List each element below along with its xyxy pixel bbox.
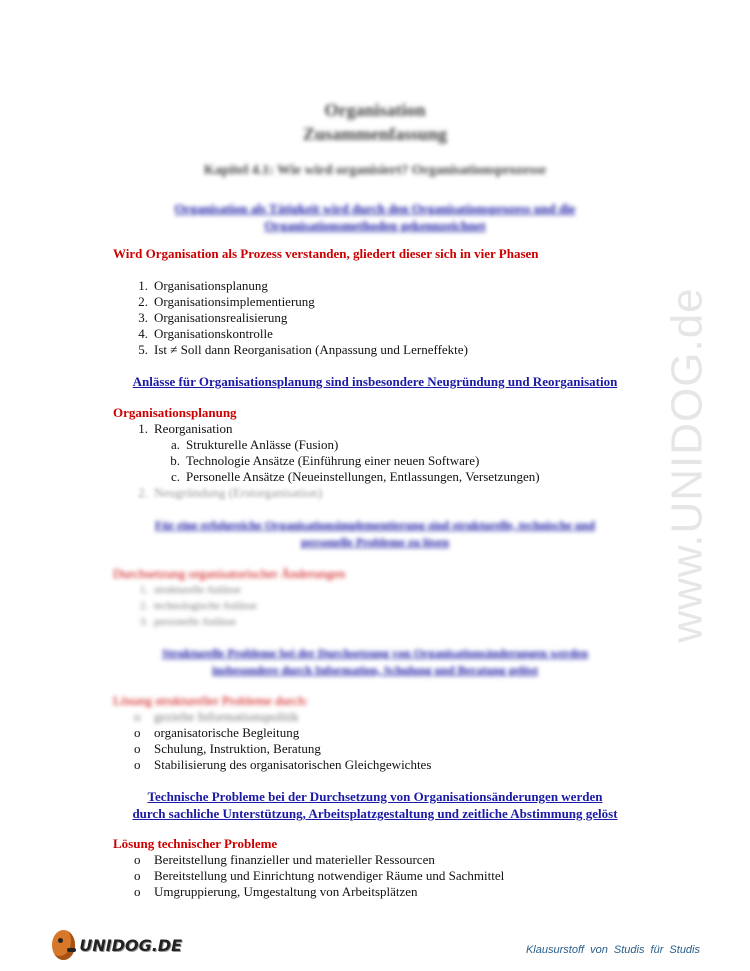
durchsetzung-list (126, 582, 257, 630)
list-item: 1. Reorganisation (138, 421, 233, 436)
dog-icon (52, 930, 75, 960)
list-item: o Umgruppierung, Umgestaltung von Arbeitsplätzen (134, 884, 418, 899)
list-item: 3. personelle Anlässe (139, 616, 237, 628)
list-item: 1. strukturelle Anlässe (139, 584, 242, 596)
list-item: 2. technologische Anlässe (139, 600, 257, 612)
list-item: o gezielte Informationspolitik (134, 709, 299, 724)
intro-link[interactable]: Organisation als Tätigkeit wird durch den Organisationsprozess und die Organisationsmethoden gekennzeichnet (174, 201, 576, 233)
phases-heading: Wird Organisation als Prozess verstanden, gliedert dieser sich in vier Phasen (113, 246, 539, 261)
list-item: a. Strukturelle Anlässe (Fusion) (170, 437, 339, 452)
list-item: o Stabilisierung des organisatorischen Gleichgewichtes (134, 757, 432, 772)
document-title-line2: Zusammenfassung (302, 124, 448, 144)
struktur-loesung-heading: Lösung struktureller Probleme durch: (113, 693, 309, 708)
list-item: b. Technologie Ansätze (Einführung einer neuen Software) (170, 453, 480, 468)
list-item: c. Personelle Ansätze (Neueinstellungen, Entlassungen, Versetzungen) (170, 469, 540, 484)
document-title: Organisation (324, 100, 426, 120)
anlass-link[interactable]: Anlässe für Organisationsplanung sind insbesondere Neugründung und Reorganisation (132, 374, 618, 389)
tech-loesung-list (134, 852, 504, 900)
implementierung-link[interactable]: Für eine erfolgreiche Organisationsimplementierung sind strukturelle, technische und personelle Probleme zu lösen (155, 518, 595, 549)
technische-probleme-link[interactable]: Technische Probleme bei der Durchsetzung von Organisationsänderungen werden durch sachliche Unterstützung, Arbeitsplatzgestaltung und zeitliche Abstimmung gelöst (132, 789, 618, 821)
tech-loesung-heading: Lösung technischer Probleme (113, 836, 278, 851)
durchsetzung-heading: Durchsetzung organisatorischer Änderungen (113, 566, 346, 581)
list-item: 5. Ist ≠ Soll dann Reorganisation (Anpassung und Lerneffekte) (138, 342, 468, 357)
list-item: o Bereitstellung und Einrichtung notwendiger Räume und Sachmittel (134, 868, 505, 883)
phases-list (126, 278, 468, 358)
unidog-logo[interactable]: UNIDOG.DE (52, 928, 182, 962)
struktur-loesung-list (134, 709, 431, 773)
list-item: 2. Organisationsimplementierung (138, 294, 315, 309)
footer-tagline: Klausurstoff von Studis für Studis (525, 944, 700, 956)
list-item: o organisatorische Begleitung (134, 725, 300, 740)
list-item: 3. Organisationsrealisierung (138, 310, 288, 325)
list-item: 1. Organisationsplanung (138, 278, 268, 293)
list-item: 2. Neugründung (Erstorganisation) (138, 485, 323, 500)
strukturelle-probleme-link[interactable]: Strukturelle Probleme bei der Durchsetzung von Organisationsänderungen werden insbesondere durch Information, Schulung und Beratung gelöst (161, 646, 589, 677)
planung-list (126, 421, 540, 501)
list-item: o Schulung, Instruktion, Beratung (134, 741, 321, 756)
list-item: o Bereitstellung finanzieller und materieller Ressourcen (134, 852, 435, 867)
chapter-heading: Kapitel 4.1: Wie wird organisiert? Organisationsprozesse (203, 163, 547, 178)
watermark: www.UNIDOG.de (663, 287, 713, 643)
planung-heading: Organisationsplanung (113, 405, 237, 420)
list-item: 4. Organisationskontrolle (138, 326, 273, 341)
